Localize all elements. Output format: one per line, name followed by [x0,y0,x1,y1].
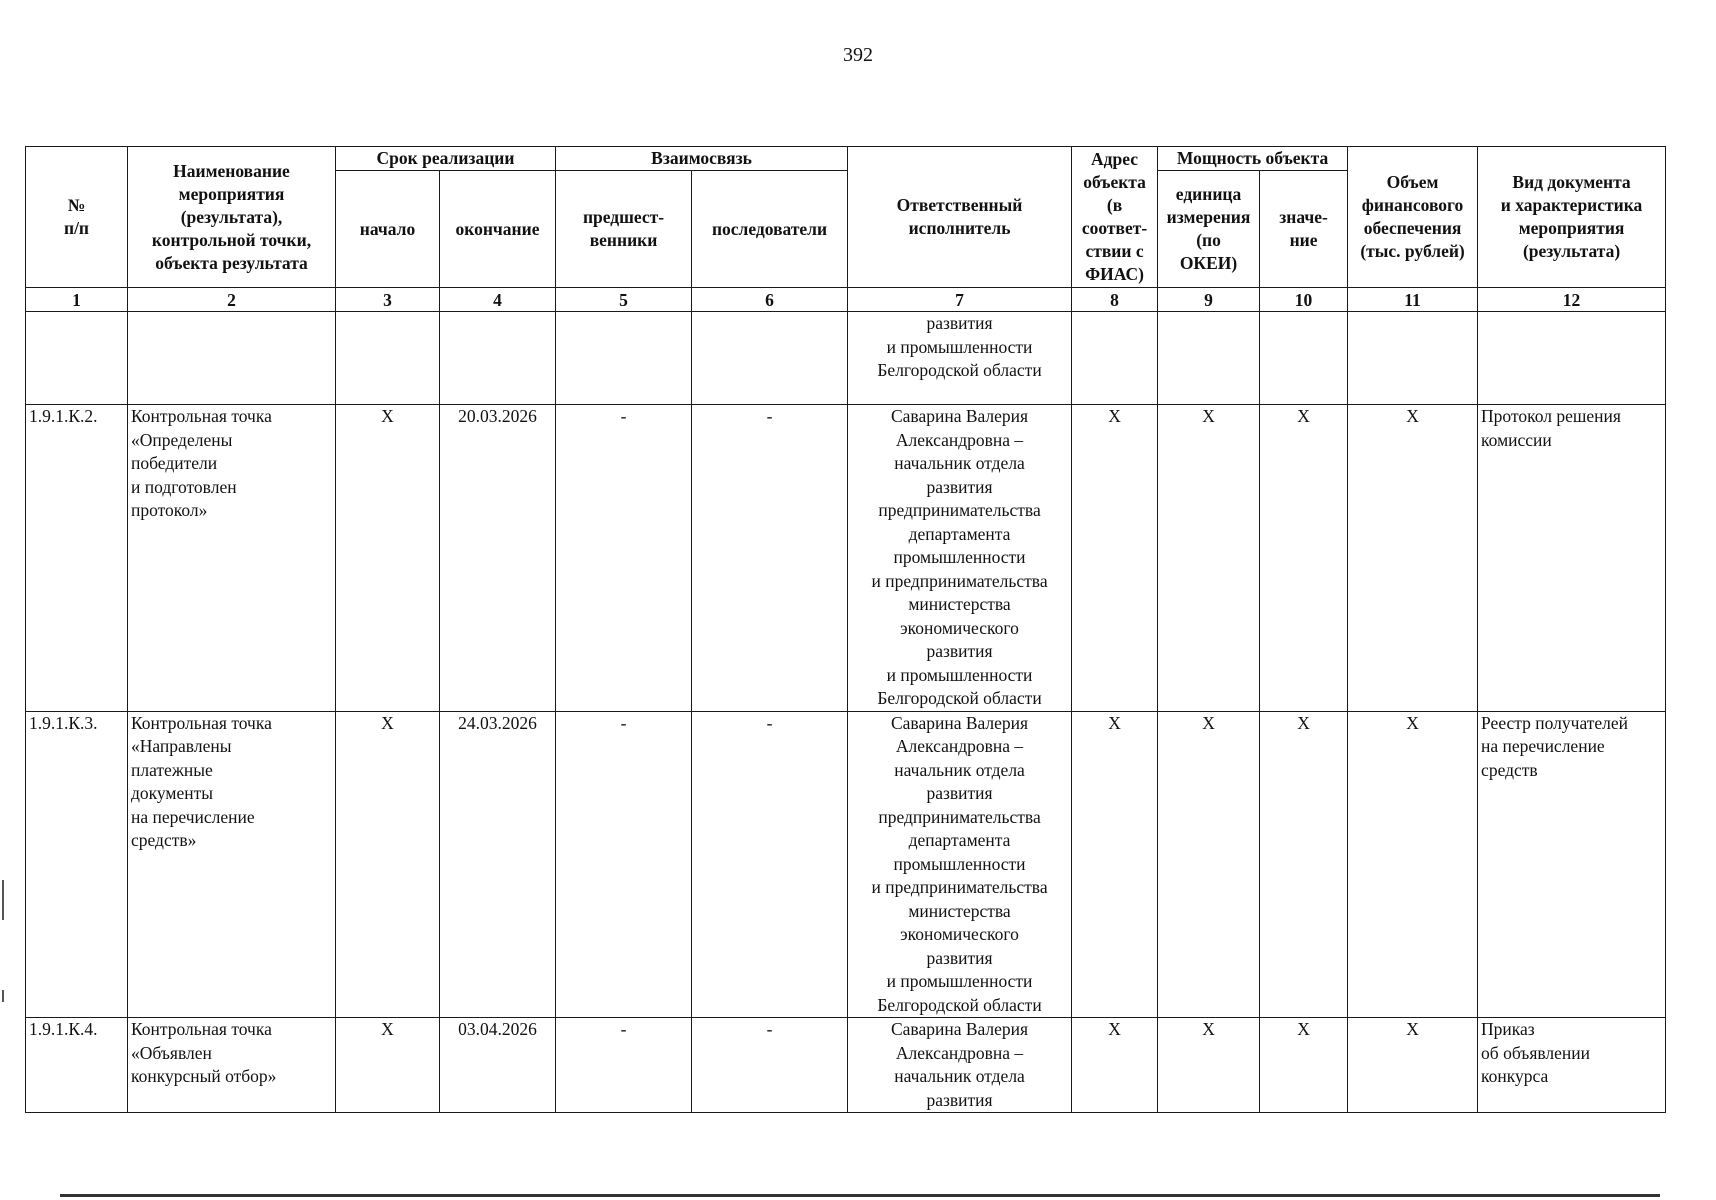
header-capacity-group: Мощность объекта [1158,147,1348,171]
cell-successors [692,312,848,405]
scan-edge-line [60,1194,1660,1197]
cell-num: 1.9.1.К.2. [26,405,128,712]
column-number: 3 [336,288,440,312]
column-number: 6 [692,288,848,312]
cell-unit: X [1158,1018,1260,1113]
header-funding: Объем финансового обеспечения (тыс. рублей) [1348,147,1478,288]
cell-start: X [336,405,440,712]
header-unit: единица измерения (по ОКЕИ) [1158,171,1260,288]
cell-funding [1348,312,1478,405]
column-number: 9 [1158,288,1260,312]
cell-name: Контрольная точка «Объявлен конкурсный отбор» [128,1018,336,1113]
cell-num [26,312,128,405]
cell-doc-type: Реестр получателей на перечисление средств [1478,711,1666,1018]
column-number: 7 [848,288,1072,312]
cell-doc-type [1478,312,1666,405]
header-start: начало [336,171,440,288]
cell-start: X [336,1018,440,1113]
cell-value [1260,312,1348,405]
cell-predecessors: - [556,1018,692,1113]
cell-doc-type: Протокол решения комиссии [1478,405,1666,712]
cell-unit [1158,312,1260,405]
header-term-group: Срок реализации [336,147,556,171]
header-doc-type: Вид документа и характеристика мероприятия (результата) [1478,147,1666,288]
header-end: окончание [440,171,556,288]
table-row [26,711,1666,1018]
cell-value: X [1260,1018,1348,1113]
header-responsible: Ответственный исполнитель [848,147,1072,288]
cell-doc-type: Приказ об объявлении конкурса [1478,1018,1666,1113]
cell-num: 1.9.1.К.3. [26,711,128,1018]
header-successors: последователи [692,171,848,288]
cell-responsible: Саварина Валерия Александровна – начальник отдела развития предпринимательства департамента промышленности и предпринимательства министерства экономического развития и промышленности Белгородской области [848,405,1072,712]
column-number: 5 [556,288,692,312]
cell-funding: X [1348,711,1478,1018]
cell-responsible: Саварина Валерия Александровна – начальник отдела развития предпринимательства департамента промышленности и предпринимательства министерства экономического развития и промышленности Белгородской области [848,711,1072,1018]
cell-address: X [1072,1018,1158,1113]
cell-name: Контрольная точка «Направлены платежные документы на перечисление средств» [128,711,336,1018]
header-address: Адрес объекта (в соответ- ствии с ФИАС) [1072,147,1158,288]
column-number: 4 [440,288,556,312]
cell-predecessors: - [556,711,692,1018]
cell-value: X [1260,405,1348,712]
cell-name: Контрольная точка «Определены победители и подготовлен протокол» [128,405,336,712]
cell-successors: - [692,405,848,712]
column-number: 8 [1072,288,1158,312]
cell-address: X [1072,405,1158,712]
cell-end: 24.03.2026 [440,711,556,1018]
header-value: значе- ние [1260,171,1348,288]
cell-unit: X [1158,405,1260,712]
column-number: 12 [1478,288,1666,312]
cell-predecessors [556,312,692,405]
cell-num: 1.9.1.К.4. [26,1018,128,1113]
table-row [26,405,1666,712]
cell-funding: X [1348,1018,1478,1113]
header-num: № п/п [26,147,128,288]
page-number: 392 [843,44,873,66]
cell-funding: X [1348,405,1478,712]
table-header [26,147,1666,312]
scan-artifact [2,990,4,1002]
cell-responsible: развития и промышленности Белгородской области [848,312,1072,405]
cell-responsible: Саварина Валерия Александровна – начальник отдела развития [848,1018,1072,1113]
cell-successors: - [692,711,848,1018]
cell-start: X [336,711,440,1018]
cell-end: 03.04.2026 [440,1018,556,1113]
table-row [26,1018,1666,1113]
cell-unit: X [1158,711,1260,1018]
cell-end: 20.03.2026 [440,405,556,712]
header-name: Наименование мероприятия (результата), контрольной точки, объекта результата [128,147,336,288]
plan-table [25,146,1666,1113]
cell-predecessors: - [556,405,692,712]
scan-artifact [2,880,4,920]
header-link-group: Взаимосвязь [556,147,848,171]
column-number: 2 [128,288,336,312]
column-number-row [26,288,1666,312]
table-row-continuation [26,312,1666,405]
cell-end [440,312,556,405]
cell-address: X [1072,711,1158,1018]
header-predecessors: предшест- венники [556,171,692,288]
cell-address [1072,312,1158,405]
column-number: 11 [1348,288,1478,312]
column-number: 1 [26,288,128,312]
column-number: 10 [1260,288,1348,312]
cell-name [128,312,336,405]
cell-successors: - [692,1018,848,1113]
cell-start [336,312,440,405]
cell-value: X [1260,711,1348,1018]
